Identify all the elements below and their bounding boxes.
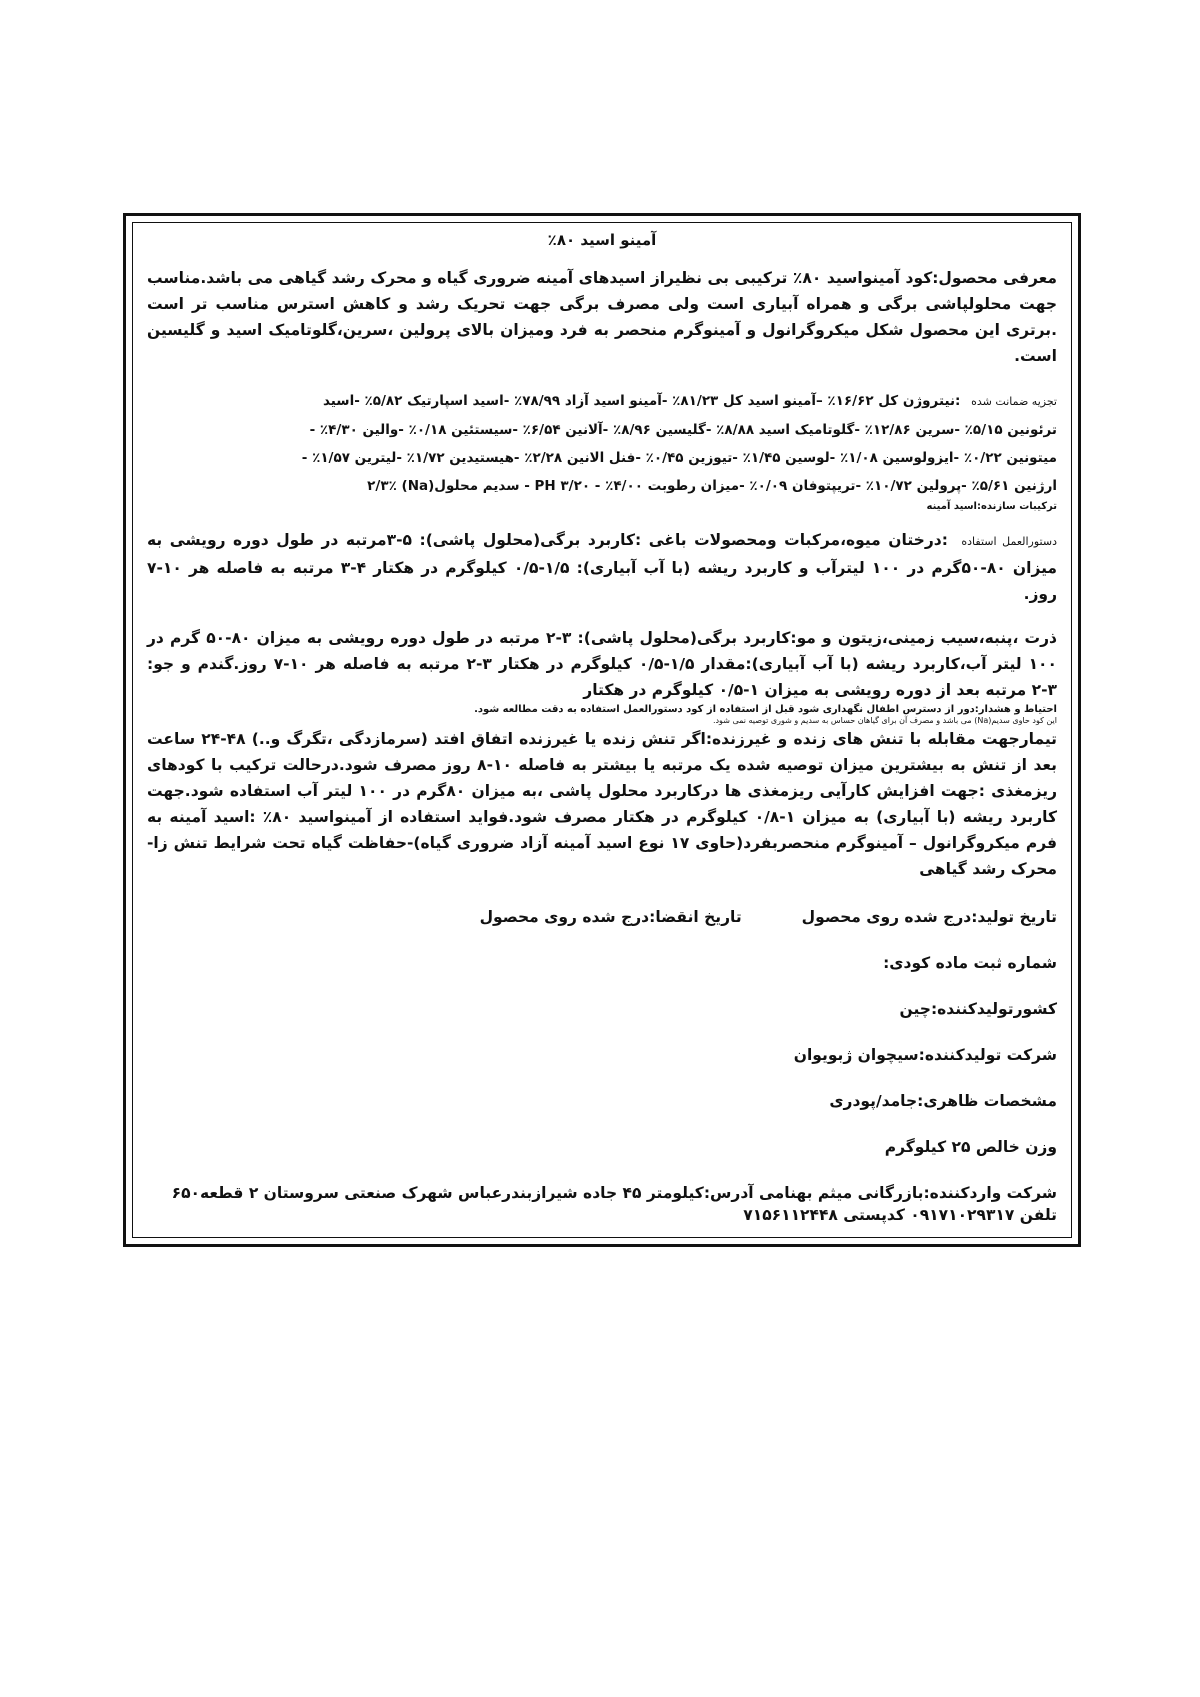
- analysis-line-2: ترئونین ۵/۱۵٪ -سرین ۱۲/۸۶٪ -گلوتامیک اسید ۸/۸۸٪ -گلیسین ۸/۹۶٪ -آلانین ۶/۵۴٪ -سیستئین ۰/۱۸٪ -والین ۴/۳۰٪ -: [309, 422, 1057, 438]
- usage-label: دستورالعمل استفاده: [961, 535, 1057, 548]
- document-inner-frame: [132, 222, 1072, 1238]
- analysis-line-1: [147, 387, 1057, 416]
- analysis-line-3: میتونین ۰/۲۲٪ -ایزولوسین ۱/۰۸٪ -لوسین ۱/۴۵٪ -تیوزین ۰/۴۵٪ -فنل الانین ۲/۲۸٪ -هیستیدین ۱/۷۲٪ -لیترین ۱/۵۷٪ -: [301, 450, 1057, 466]
- sodium-note: این کود حاوی سدیم(Na) می باشد و مصرف آن برای گیاهان حساس به سدیم و شوری توصیه نمی شود.: [712, 716, 1057, 725]
- document-outer-frame: [123, 213, 1081, 1247]
- usage-fruit-trees: [147, 527, 1057, 607]
- dates-row: [147, 906, 1057, 928]
- spacer: [147, 607, 1057, 625]
- spacer: [147, 1066, 1057, 1090]
- ingredients: ترکیبات سازنده:اسید آمینه: [926, 501, 1057, 512]
- phone-postal: تلفن ۰۹۱۷۱۰۲۹۳۱۷ کدپستی ۷۱۵۶۱۱۲۴۴۸: [743, 1206, 1057, 1224]
- usage-fruit-text: :درختان میوه،مرکبات ومحصولات باغی :کاربرد برگی(محلول پاشی): ۵-۳مرتبه در طول دوره رویشی به میزان ۸۰-۵۰گرم در ۱۰۰ لیترآب و کاربرد ریشه (با آب آبیاری): ۱/۵-۰/۵ کیلوگرم در هکتار ۴-۳ مرتبه به فاصله هر ۱۰-۷ روز.: [147, 531, 1058, 603]
- expiry-date: تاریخ انقضا:درج شده روی محصول: [479, 908, 742, 926]
- importer: شرکت واردکننده:بازرگانی میثم بهنامی آدرس:کیلومتر ۴۵ جاده شیرازبندرعباس شهرک صنعتی سروستان ۲ قطعه۶۵۰: [171, 1184, 1057, 1202]
- analysis-line-1-text: :نیتروژن کل ۱۶/۶۲٪ –آمینو اسید کل ۸۱/۲۳٪ -آمینو اسید آزاد ۷۸/۹۹٪ -اسید اسپارتیک ۵/۸۲٪ -اسید: [323, 393, 961, 409]
- spacer: [147, 369, 1057, 387]
- spacer: [147, 1112, 1057, 1136]
- analysis-label: تجزیه ضمانت شده: [971, 395, 1057, 408]
- spacer: [147, 1158, 1057, 1182]
- registration-number: شماره ثبت ماده کودی:: [883, 954, 1057, 972]
- spacer: [147, 974, 1057, 998]
- usage-field-crops: ذرت ،پنبه،سیب زمینی،زیتون و مو:کاربرد برگی(محلول پاشی): ۳-۲ مرتبه در طول دوره رویشی به میزان ۸۰-۵۰ گرم در ۱۰۰ لیتر آب،کاربرد ریشه (با آب آبیاری):مقدار ۱/۵-۰/۵ کیلوگرم در هکتار ۳-۲ مرتبه به فاصله هر ۱۰-۷ روز.گندم و جو: ۳-۲ مرتبه بعد از دوره رویشی به میزان ۱-۰/۵ کیلوگرم در هکتار: [147, 629, 1058, 699]
- country-of-origin: کشورتولیدکننده:چین: [899, 1000, 1057, 1018]
- spacer: [147, 513, 1057, 527]
- spacer: [147, 1020, 1057, 1044]
- analysis-line-4: ارژنین ۵/۶۱٪ -پرولین ۱۰/۷۲٪ -تریپتوفان ۰/۰۹٪ -میزان رطوبت ۴/۰۰٪ - PH ۳/۲۰ - سدیم محلول(Na) ۲/۳٪: [367, 478, 1057, 494]
- spacer: [147, 928, 1057, 952]
- manufacturer: شرکت تولیدکننده:سیچوان ژبویوان: [793, 1046, 1057, 1064]
- document-title: آمینو اسید ۸۰٪: [547, 231, 657, 249]
- production-date: تاریخ تولید:درج شده روی محصول: [801, 908, 1057, 926]
- spacer: [147, 882, 1057, 906]
- net-weight: وزن خالص ۲۵ کیلوگرم: [884, 1138, 1057, 1156]
- appearance: مشخصات ظاهری:جامد/پودری: [829, 1092, 1057, 1110]
- stress-treatment: تیمارجهت مقابله با تنش های زنده و غیرزنده:اگر تنش زنده یا غیرزنده اتفاق افتد (سرمازدگی ،تگرگ و..) ۴۸-۲۴ ساعت بعد از تنش به بیشترین میزان توصیه شده یک مرتبه یا بیشتر به فاصله ۱۰-۸ روز مصرف شود.درحالت ترکیب با کودهای ریزمغذی :جهت افزایش کارآیی ریزمغذی ها درکاربرد محلول پاشی ،به میزان ۸۰گرم در ۱۰۰ لیتر آب استفاده شود.جهت کاربرد ریشه (با آبیاری) به میزان ۱-۰/۸ کیلوگرم در هکتار مصرف شود.فواید استفاده از آمینواسید ۸۰٪ :اسید آمینه به فرم میکروگرانول – آمینوگرم منحصربفرد(حاوی ۱۷ نوع اسید آمینه آزاد ضروری گیاه)-حفاظت گیاه تحت شرایط تنش زا-محرک رشد گیاهی: [147, 730, 1058, 878]
- caution-note: احتیاط و هشدار:دور از دسترس اطفال نگهداری شود قبل از استفاده از کود دستورالعمل استفاده به دقت مطالعه شود.: [474, 704, 1057, 715]
- product-intro: معرفی محصول:کود آمینواسید ۸۰٪ ترکیبی بی نظیراز اسیدهای آمینه ضروری گیاه و محرک رشد گیاهی می باشد.مناسب جهت محلولپاشی برگی و همراه آبیاری است ولی مصرف برگی جهت تحریک رشد و کاهش استرس مناسب تر است .برتری این محصول شکل میکروگرانول و آمینوگرم منحصر به فرد ومیزان بالای پرولین ،سرین،گلوتامیک اسید و گلیسین است.: [147, 269, 1058, 365]
